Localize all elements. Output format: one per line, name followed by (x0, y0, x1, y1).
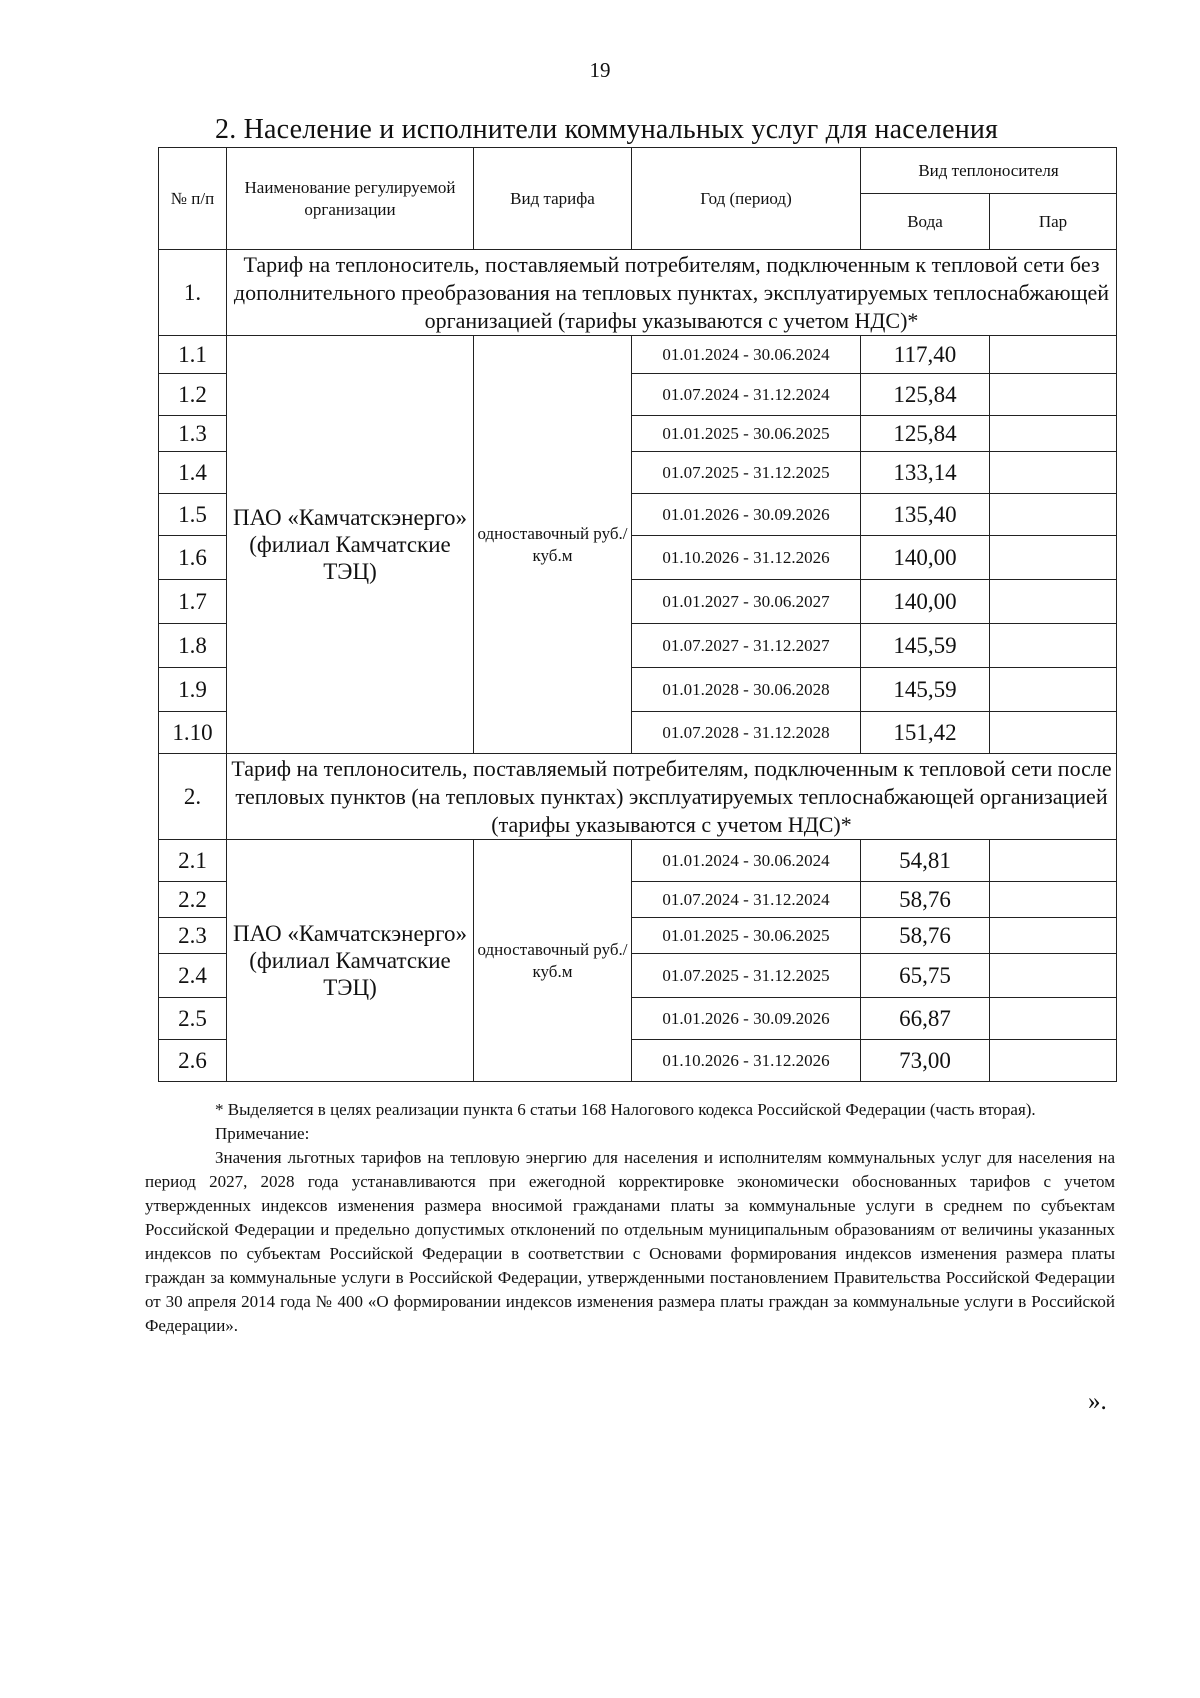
row-num: 2.3 (159, 918, 227, 954)
section-num: 1. (159, 250, 227, 336)
header-steam: Пар (990, 194, 1117, 250)
period-cell: 01.01.2026 - 30.09.2026 (632, 494, 861, 536)
period-cell: 01.07.2025 - 31.12.2025 (632, 954, 861, 998)
water-value: 140,00 (861, 580, 990, 624)
steam-value (990, 998, 1117, 1040)
period-cell: 01.01.2026 - 30.09.2026 (632, 998, 861, 1040)
water-value: 54,81 (861, 840, 990, 882)
water-value: 66,87 (861, 998, 990, 1040)
notes-block (145, 1098, 1115, 1338)
steam-value (990, 416, 1117, 452)
period-cell: 01.10.2026 - 31.12.2026 (632, 536, 861, 580)
row-num: 2.4 (159, 954, 227, 998)
steam-value (990, 1040, 1117, 1082)
tariff-table (158, 147, 1117, 1082)
header-num: № п/п (159, 148, 227, 250)
row-num: 1.4 (159, 452, 227, 494)
section-row (159, 754, 1117, 840)
org-cell: ПАО «Камчатскэнерго» (филиал Камчатские ТЭЦ) (227, 840, 474, 1082)
section-title-cell: Тариф на теплоноситель, поставляемый потребителям, подключенным к тепловой сети без дополнительного преобразования на тепловых пунктах, эксплуатируемых теплоснабжающей организацией (тарифы указываются с учетом НДС)* (227, 250, 1117, 336)
row-num: 2.6 (159, 1040, 227, 1082)
section-num: 2. (159, 754, 227, 840)
steam-value (990, 882, 1117, 918)
row-num: 1.6 (159, 536, 227, 580)
water-value: 117,40 (861, 336, 990, 374)
row-num: 1.9 (159, 668, 227, 712)
closing-quote: ». (1088, 1388, 1107, 1415)
row-num: 2.1 (159, 840, 227, 882)
water-value: 65,75 (861, 954, 990, 998)
page-number: 19 (589, 58, 611, 82)
steam-value (990, 374, 1117, 416)
note-text: Значения льготных тарифов на тепловую энергию для населения и исполнителям коммунальных услуг для населения на период 2027, 2028 года устанавливаются при ежегодной корректировке экономически обоснованных тарифов с учетом утвержденных индексов изменения размера вносимой гражданами платы за коммунальные услуги в среднем по субъектам Российской Федерации и предельно допустимых отклонений по отдельным муниципальным образованиям от величины указанных индексов по субъектам Российской Федерации в соответствии с Основами формирования индексов изменения размера платы граждан за коммунальные услуги в Российской Федерации, утвержденными постановлением Правительства Российской Федерации от 30 апреля 2014 года № 400 «О формировании индексов изменения размера платы граждан за коммунальные услуги в Российской Федерации». (145, 1148, 1115, 1335)
steam-value (990, 624, 1117, 668)
section-title-cell: Тариф на теплоноситель, поставляемый потребителям, подключенным к тепловой сети после тепловых пунктов (на тепловых пунктах) эксплуатируемых теплоснабжающей организацией (тарифы указываются с учетом НДС)* (227, 754, 1117, 840)
water-value: 133,14 (861, 452, 990, 494)
water-value: 151,42 (861, 712, 990, 754)
tariff-cell: одноставочный руб./куб.м (474, 840, 632, 1082)
header-org: Наименование регулируемой организации (227, 148, 474, 250)
header-tariff-type: Вид тарифа (474, 148, 632, 250)
water-value: 140,00 (861, 536, 990, 580)
row-num: 2.5 (159, 998, 227, 1040)
water-value: 58,76 (861, 918, 990, 954)
steam-value (990, 452, 1117, 494)
water-value: 58,76 (861, 882, 990, 918)
period-cell: 01.01.2028 - 30.06.2028 (632, 668, 861, 712)
row-num: 1.5 (159, 494, 227, 536)
period-cell: 01.07.2025 - 31.12.2025 (632, 452, 861, 494)
water-value: 73,00 (861, 1040, 990, 1082)
water-value: 145,59 (861, 624, 990, 668)
row-num: 1.2 (159, 374, 227, 416)
steam-value (990, 840, 1117, 882)
steam-value (990, 668, 1117, 712)
row-num: 1.3 (159, 416, 227, 452)
water-value: 125,84 (861, 374, 990, 416)
period-cell: 01.10.2026 - 31.12.2026 (632, 1040, 861, 1082)
period-cell: 01.01.2027 - 30.06.2027 (632, 580, 861, 624)
steam-value (990, 536, 1117, 580)
row-num: 1.1 (159, 336, 227, 374)
header-water: Вода (861, 194, 990, 250)
header-period: Год (период) (632, 148, 861, 250)
org-cell: ПАО «Камчатскэнерго» (филиал Камчатские ТЭЦ) (227, 336, 474, 754)
water-value: 125,84 (861, 416, 990, 452)
steam-value (990, 494, 1117, 536)
header-carrier: Вид теплоносителя (861, 148, 1117, 194)
steam-value (990, 954, 1117, 998)
row-num: 1.10 (159, 712, 227, 754)
period-cell: 01.07.2028 - 31.12.2028 (632, 712, 861, 754)
row-num: 1.7 (159, 580, 227, 624)
period-cell: 01.01.2025 - 30.06.2025 (632, 416, 861, 452)
period-cell: 01.07.2027 - 31.12.2027 (632, 624, 861, 668)
footnote: * Выделяется в целях реализации пункта 6 статьи 168 Налогового кодекса Российской Федерации (часть вторая). (215, 1100, 1036, 1119)
water-value: 145,59 (861, 668, 990, 712)
note-label: Примечание: (215, 1124, 310, 1143)
period-cell: 01.01.2025 - 30.06.2025 (632, 918, 861, 954)
steam-value (990, 580, 1117, 624)
steam-value (990, 918, 1117, 954)
section-row (159, 250, 1117, 336)
period-cell: 01.07.2024 - 31.12.2024 (632, 882, 861, 918)
tariff-cell: одноставочный руб./куб.м (474, 336, 632, 754)
steam-value (990, 336, 1117, 374)
period-cell: 01.01.2024 - 30.06.2024 (632, 840, 861, 882)
water-value: 135,40 (861, 494, 990, 536)
table-row (159, 840, 1117, 882)
table-row (159, 336, 1117, 374)
section-title: 2. Население и исполнители коммунальных услуг для населения (215, 114, 999, 145)
period-cell: 01.01.2024 - 30.06.2024 (632, 336, 861, 374)
steam-value (990, 712, 1117, 754)
row-num: 1.8 (159, 624, 227, 668)
row-num: 2.2 (159, 882, 227, 918)
period-cell: 01.07.2024 - 31.12.2024 (632, 374, 861, 416)
